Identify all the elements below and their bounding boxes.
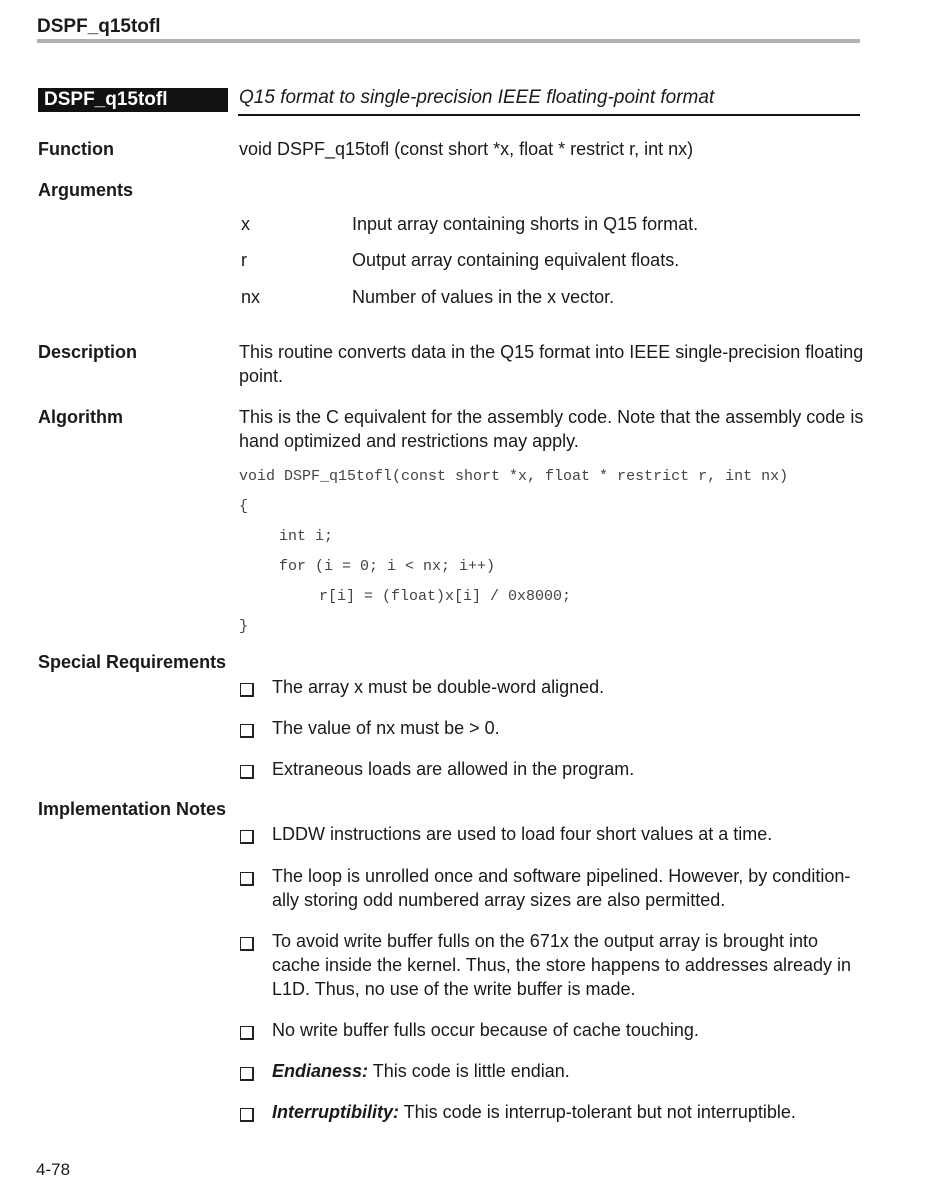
code-line: r[i] = (float)x[i] / 0x8000; <box>319 588 572 605</box>
checkbox-bullet-icon <box>240 724 254 738</box>
list-item <box>240 757 864 781</box>
list-item-text: To avoid write buffer fulls on the 671x the output array is brought into cache inside the kernel. Thus, the store happens to addresses already in L1D. Thus, no use of the write buffer is made. <box>272 931 852 999</box>
list-item <box>240 1018 864 1042</box>
endianess-text: This code is little endian. <box>368 1061 570 1081</box>
list-item-text: The array x must be double-word aligned. <box>272 677 605 697</box>
function-title-tag: DSPF_q15tofl <box>38 88 228 112</box>
list-item <box>240 675 864 699</box>
algorithm-text: This is the C equivalent for the assembly code. Note that the assembly code is hand optimized and restrictions may apply. <box>239 407 864 451</box>
list-item-text: No write buffer fulls occur because of cache touching. <box>272 1020 699 1040</box>
argument-name: r <box>241 250 247 270</box>
running-head-title: DSPF_q15tofl <box>37 16 161 37</box>
list-item <box>240 1100 864 1124</box>
function-title-description: Q15 format to single-precision IEEE floating-point format <box>239 87 715 108</box>
argument-name: nx <box>241 287 261 307</box>
endianess-term: Endianess: <box>272 1061 369 1081</box>
argument-description: Input array containing shorts in Q15 format. <box>352 214 699 234</box>
header-rule <box>37 39 860 43</box>
checkbox-bullet-icon <box>240 937 254 951</box>
list-item-text <box>272 1100 864 1124</box>
checkbox-bullet-icon <box>240 765 254 779</box>
list-item-text <box>272 1059 864 1083</box>
implementation-notes-label: Implementation Notes <box>38 799 227 819</box>
code-line: void DSPF_q15tofl(const short *x, float * restrict r, int nx) <box>239 468 789 485</box>
list-item <box>240 822 864 846</box>
checkbox-bullet-icon <box>240 872 254 886</box>
function-signature: void DSPF_q15tofl (const short *x, float * restrict r, int nx) <box>239 139 694 159</box>
interruptibility-text: This code is interrup-tolerant but not interruptible. <box>399 1102 796 1122</box>
checkbox-bullet-icon <box>240 1108 254 1122</box>
special-requirements-label: Special Requirements <box>38 652 227 672</box>
list-item-text: The value of nx must be > 0. <box>272 718 500 738</box>
code-line: } <box>239 618 249 635</box>
function-label: Function <box>38 139 114 159</box>
description-text: This routine converts data in the Q15 format into IEEE single-precision floating point. <box>239 342 864 386</box>
interruptibility-term: Interruptibility: <box>272 1102 399 1122</box>
list-item <box>240 864 864 912</box>
title-rule <box>238 114 860 116</box>
arguments-label: Arguments <box>38 180 134 200</box>
checkbox-bullet-icon <box>240 830 254 844</box>
list-item <box>240 1059 864 1083</box>
code-line: for (i = 0; i < nx; i++) <box>279 558 496 575</box>
list-item-text: LDDW instructions are used to load four short values at a time. <box>272 824 773 844</box>
list-item <box>240 929 864 1001</box>
checkbox-bullet-icon <box>240 1067 254 1081</box>
checkbox-bullet-icon <box>240 1026 254 1040</box>
list-item-text: Extraneous loads are allowed in the program. <box>272 759 635 779</box>
list-item <box>240 716 864 740</box>
list-item-text: The loop is unrolled once and software pipelined. However, by condition-ally storing odd numbered array sizes are also permitted. <box>272 866 851 910</box>
code-line: { <box>239 498 249 515</box>
description-label: Description <box>38 342 138 362</box>
argument-description: Number of values in the x vector. <box>352 287 615 307</box>
argument-name: x <box>241 214 250 234</box>
checkbox-bullet-icon <box>240 683 254 697</box>
code-line: int i; <box>279 528 334 545</box>
page-number: 4-78 <box>36 1160 71 1179</box>
algorithm-label: Algorithm <box>38 407 123 427</box>
argument-description: Output array containing equivalent floats. <box>352 250 680 270</box>
